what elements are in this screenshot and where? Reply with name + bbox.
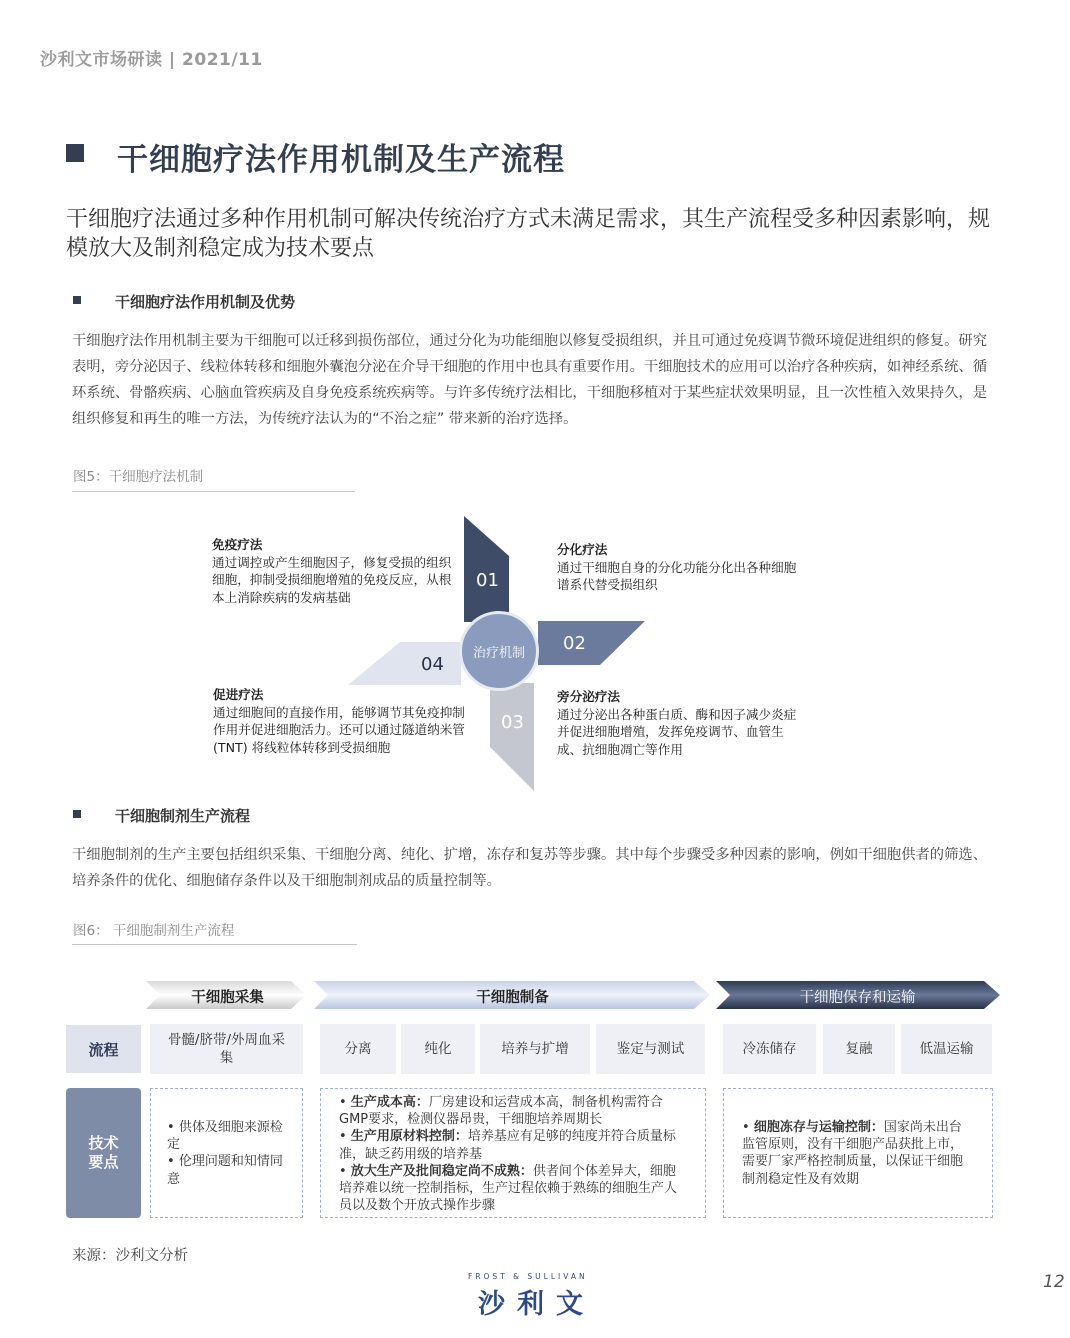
petal-02-number: 02: [563, 633, 586, 654]
mechanism-item-title: 分化疗法: [557, 542, 608, 557]
stage-prepare-label: 干细胞制备: [476, 990, 549, 1006]
source-note: 来源：沙利文分析: [72, 1248, 188, 1264]
mechanism-item-text: 通过分泌出各种蛋白质、酶和因子减少炎症并促进细胞增殖，发挥免疫调节、血管生成、抗细胞凋亡等作用: [557, 706, 797, 757]
mechanism-center-label: 治疗机制: [472, 645, 525, 661]
row-label-tech-line2: 要点: [88, 1153, 119, 1171]
step-culture: 培养与扩增: [480, 1024, 590, 1074]
mechanism-item-title: 免疫疗法: [212, 537, 263, 552]
step-purify: 纯化: [401, 1024, 475, 1074]
row-label-tech: [66, 1088, 141, 1218]
tech-prepare: [320, 1088, 706, 1218]
figure6-caption: 图6： 干细胞制剂生产流程: [73, 923, 235, 939]
report-header: 沙利文市场研读 | 2021/11: [40, 50, 263, 70]
page-number: 12: [1043, 1272, 1065, 1292]
tech-collect: [150, 1088, 303, 1218]
petal-01-number: 01: [476, 570, 499, 591]
section2-paragraph: 干细胞制剂的生产主要包括组织采集、干细胞分离、纯化、扩增，冻存和复苏等步骤。其中每个步骤受多种因素的影响，例如干细胞供者的筛选、培养条件的优化、细胞储存条件以及干细胞制剂成品的质量控制等。: [72, 847, 987, 889]
section2-heading: 干细胞制剂生产流程: [115, 807, 251, 825]
step-identify: 鉴定与测试: [596, 1024, 705, 1074]
step-separate: 分离: [320, 1024, 396, 1074]
step-freeze: 冷冻储存: [723, 1024, 816, 1074]
mechanism-item-title: 促进疗法: [213, 687, 264, 702]
step-thaw: 复融: [823, 1024, 895, 1074]
step-transport: 低温运输: [901, 1024, 992, 1074]
step-collect: 骨髓/脐带/外周血采集: [150, 1024, 303, 1074]
petal-03-number: 03: [501, 712, 524, 733]
tech-prepare-item: • 放大生产及批间稳定尚不成熟：供者间个体差异大，细胞培养难以统一控制指标，生产过程依赖于熟练的细胞生产人员以及数个开放式操作步骤: [339, 1163, 678, 1214]
logo-shaliwen: 沙利文: [478, 1289, 595, 1320]
stage-store-label: 干细胞保存和运输: [799, 990, 916, 1006]
tech-collect-item: • 伦理问题和知情同意: [167, 1154, 283, 1187]
mechanism-item-text: 通过干细胞自身的分化功能分化出各种细胞谱系代替受损组织: [557, 559, 797, 592]
stage-collect-label: 干细胞采集: [191, 990, 264, 1006]
mechanism-item-title: 旁分泌疗法: [557, 689, 620, 704]
figure5-caption: 图5：干细胞疗法机制: [73, 469, 204, 485]
page-title: 干细胞疗法作用机制及生产流程: [117, 142, 565, 178]
tech-collect-item: • 供体及细胞来源检定: [167, 1120, 283, 1153]
tech-store: [723, 1088, 993, 1218]
logo-frost-sullivan: FROST & SULLIVAN: [468, 1272, 588, 1281]
tech-prepare-item: • 生产成本高：厂房建设和运营成本高，制备机构需符合GMP要求，检测仪器昂贵，干细胞培养周期长: [339, 1095, 663, 1128]
row-label-process: 流程: [66, 1025, 141, 1073]
tech-store-item: • 细胞冻存与运输控制：国家尚未出台监管原则，没有干细胞产品获批上市，需要厂家严格控制质量，以保证干细胞制剂稳定性及有效期: [742, 1120, 964, 1187]
tech-prepare-item: • 生产用原材料控制：培养基应有足够的纯度并符合质量标准，缺乏药用级的培养基: [339, 1129, 676, 1162]
section1-heading: 干细胞疗法作用机制及优势: [115, 293, 296, 311]
section1-paragraph: 干细胞疗法作用机制主要为干细胞可以迁移到损伤部位，通过分化为功能细胞以修复受损组织，并且可通过免疫调节微环境促进组织的修复。研究表明，旁分泌因子、线粒体转移和细胞外囊泡分泌在介导干细胞的作用中也具有重要作用。干细胞技术的应用可以治疗各种疾病，如神经系统、循环系统、骨骼疾病、心脑血管疾病及自身免疫系统疾病等。与许多传统疗法相比，干细胞移植对于某些症状效果明显，且一次性植入效果持久，是组织修复和再生的唯一方法，为传统疗法认为的“不治之症” 带来新的治疗选择。: [72, 333, 987, 427]
mechanism-item-text: 通过细胞间的直接作用，能够调节其免疫抑制作用并促进细胞活力。还可以通过隧道纳米管 (TNT) 将线粒体转移到受损细胞: [213, 704, 465, 755]
row-label-tech-line1: 技术: [88, 1134, 119, 1152]
mechanism-item-text: 通过调控或产生细胞因子，修复受损的组织细胞，抑制受损细胞增殖的免疫反应，从根本上消除疾病的发病基础: [212, 554, 452, 605]
page-subtitle: 干细胞疗法通过多种作用机制可解决传统治疗方式未满足需求，其生产流程受多种因素影响，规模放大及制剂稳定成为技术要点: [66, 207, 991, 261]
petal-04-number: 04: [421, 654, 444, 675]
